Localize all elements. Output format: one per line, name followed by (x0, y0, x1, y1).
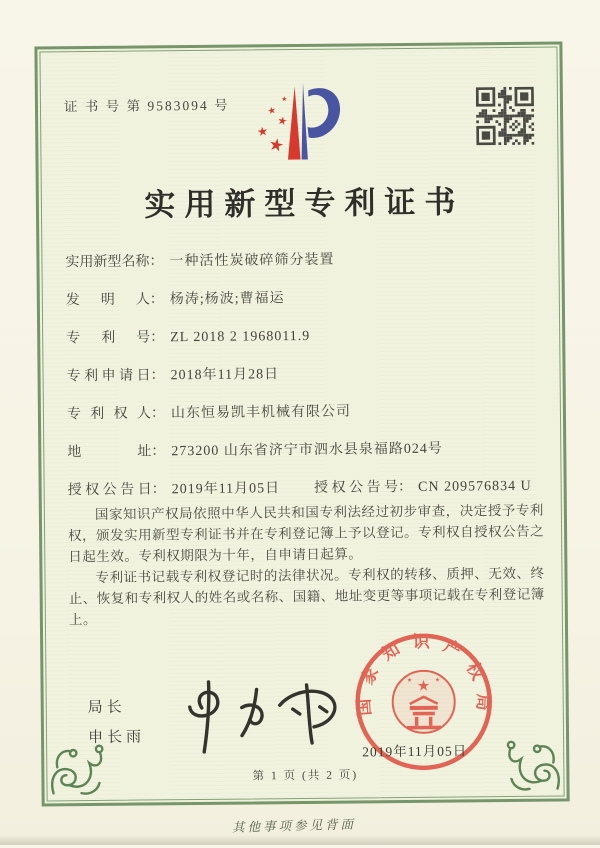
field-label: 专利权人 (66, 406, 152, 423)
corner-ornament-left (47, 733, 106, 800)
seal-text: 国 家 知 识 产 权 局 (354, 632, 494, 717)
cnipa-logo-icon (255, 79, 344, 172)
national-emblem-icon (392, 671, 455, 734)
field-value-patent-name: 一种活性炭破碎筛分装置 (169, 252, 335, 270)
field-label: 专利申请日 (66, 368, 151, 385)
field-value-grant-no: CN 209576834 U (418, 478, 532, 495)
field-label: 实用新型名称 (65, 254, 150, 271)
field-value-patent-no: ZL 2018 2 1968011.9 (170, 328, 311, 346)
legal-paragraph-1: 国家知识产权局依照中华人民共和国专利法经过初步审查，决定授予专利权，颁发实用新型专利证书并在专利登记簿上予以登记。专利权自授权公告之日起生效。专利权期限为十年，自申请日起算。 (68, 502, 545, 565)
certificate-title: 实用新型专利证书 (144, 184, 465, 223)
field-row-inventors: 发明人： 杨涛;杨波;曹福运 (66, 285, 540, 313)
field-value-filing-date: 2018年11月28日 (170, 367, 280, 384)
field-value-address: 273200 山东省济宁市泗水县泉福路024号 (171, 441, 443, 460)
scan-edge-shadow (0, 835, 600, 845)
field-row-patentee: 专利权人： 山东恒易凯丰机械有限公司 (67, 399, 541, 427)
back-side-note: 其他事项参见背面 (231, 817, 357, 835)
legal-text (68, 500, 545, 631)
field-row-filing-date: 专利申请日： 2018年11月28日 (66, 361, 540, 389)
field-value-grant-date: 2019年11月05日 (171, 481, 281, 498)
certificate-panel (34, 41, 569, 806)
commissioner-title: 局长 (87, 699, 126, 717)
field-row-address: 地址： 273200 山东省济宁市泗水县泉福路024号 (67, 437, 541, 465)
field-value-patentee: 山东恒易凯丰机械有限公司 (170, 404, 351, 422)
certificate-number: 证 书 号 第 9583094 号 (63, 97, 230, 115)
commissioner-signature (161, 674, 357, 758)
field-label: 授权公告日 (67, 482, 152, 499)
seal-date: 2019年11月05日 (362, 743, 468, 760)
corner-ornament-right (505, 728, 564, 795)
field-value-inventors: 杨涛;杨波;曹福运 (169, 291, 285, 308)
field-row-grant (68, 475, 542, 503)
page-number: 第 1 页 (共 2 页) (252, 769, 359, 783)
field-row-name: 实用新型名称： 一种活性炭破碎筛分装置 (65, 247, 539, 275)
legal-paragraph-2: 专利证书记载专利权登记时的法律状况。专利权的转移、质押、无效、终止、恢复和专利权人的姓名或名称、国籍、地址变更等事项记载在专利登记簿上。 (68, 565, 545, 628)
field-label: 发明人 (65, 292, 150, 309)
certificate-fields (65, 247, 542, 518)
field-label: 地址 (67, 444, 152, 461)
grant-date-group: 授权公告日： 2019年11月05日 (68, 477, 281, 502)
commissioner-name: 申长雨 (87, 729, 146, 747)
qr-code (476, 87, 535, 146)
grant-no-group: 授权公告号： CN 209576834 U (314, 475, 532, 500)
field-label: 授权公告号 (314, 480, 399, 496)
field-row-patent-no: 专利号： ZL 2018 2 1968011.9 (66, 323, 540, 351)
field-label: 专利号 (66, 330, 151, 347)
